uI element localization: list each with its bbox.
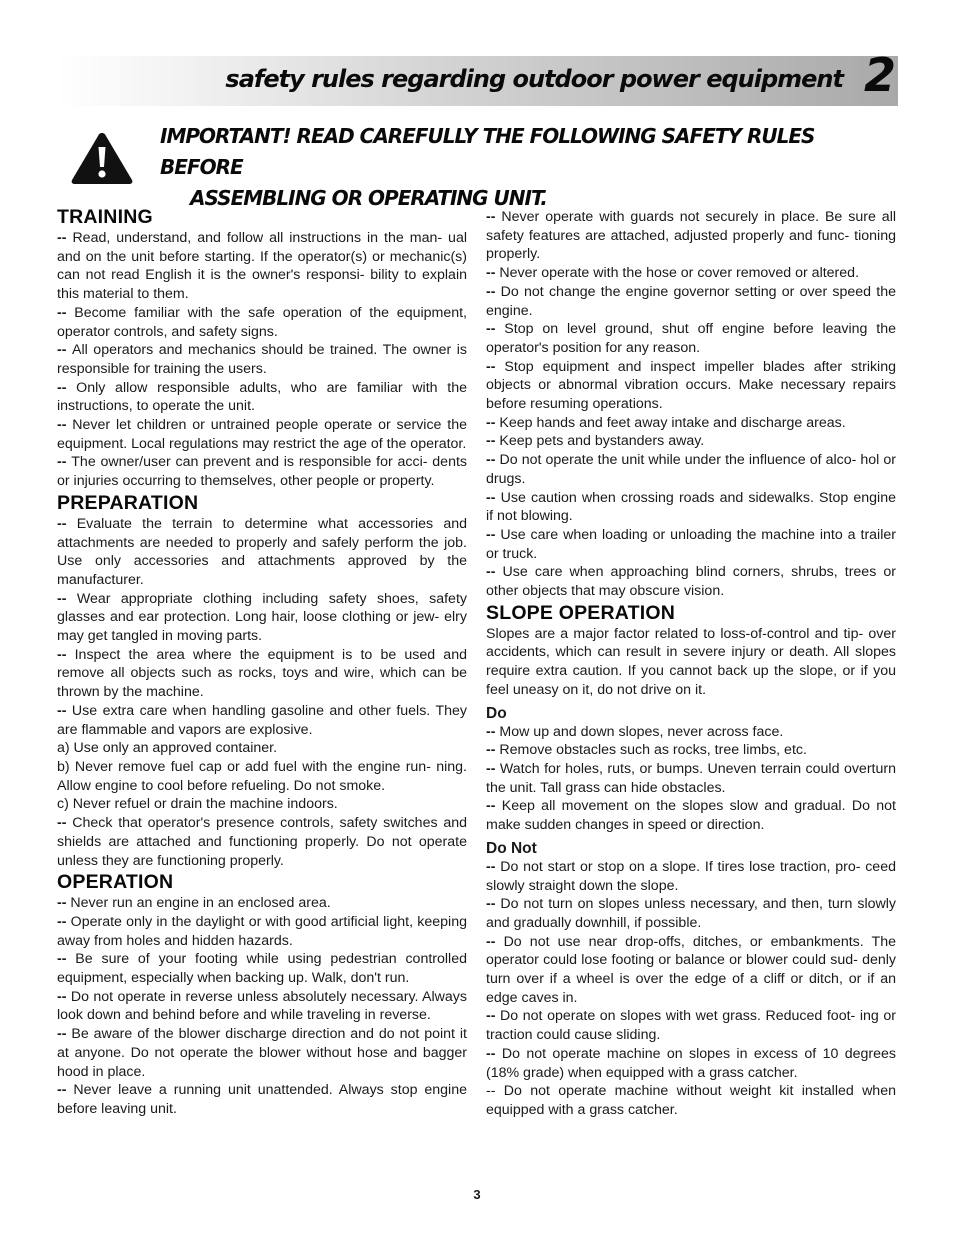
left-column <box>57 205 467 1119</box>
header-bar <box>58 48 898 106</box>
important-notice <box>160 121 880 214</box>
list-item: -- Stop on level ground, shut off engine before leaving the operator's position for any reason. <box>486 321 896 356</box>
list-item: -- Be aware of the blower discharge direction and do not point it at anyone. Do not operate the blower without hose and bagger hood in place. <box>57 1026 467 1080</box>
list-item: -- Be sure of your footing while using pedestrian controlled equipment, especially when backing up. Walk, don't run. <box>57 951 467 987</box>
fuel-step: b) Never remove fuel cap or add fuel with the engine run- ning. Allow engine to cool before refueling. Do not smoke. <box>57 758 467 794</box>
list-item: -- Never let children or untrained people operate or service the equipment. Local regulations may restrict the age of the operator. <box>57 417 467 452</box>
important-line-2: ASSEMBLING OR OPERATING UNIT. <box>190 186 547 210</box>
list-item: -- Evaluate the terrain to determine what accessories and attachments are needed to properly and safely perform the job. Use only accessories and attachments approved by the manufacturer. <box>57 515 467 588</box>
list-item: -- Use care when approaching blind corners, shrubs, trees or other objects that may obscure vision. <box>486 564 896 600</box>
do-heading: Do <box>486 704 507 722</box>
list-item: -- Never operate with the hose or cover removed or altered. <box>486 265 860 282</box>
chapter-number: 2 <box>863 48 896 102</box>
list-item: -- Only allow responsible adults, who are familiar with the instructions, to operate the unit. <box>57 379 467 415</box>
list-item: -- The owner/user can prevent and is responsible for acci- dents or injuries occurring to themselves, other people or property. <box>57 454 467 490</box>
list-item: -- Do not operate on slopes with wet grass. Reduced foot- ing or traction could cause sliding. <box>486 1008 896 1044</box>
list-item: -- Do not operate machine on slopes in excess of 10 degrees (18% grade) when equipped with a grass catcher. <box>486 1045 896 1081</box>
operation-heading: OPERATION <box>57 871 174 894</box>
training-heading: TRAINING <box>57 206 153 228</box>
list-item: -- Use caution when crossing roads and sidewalks. Stop engine if not blowing. <box>486 489 896 525</box>
list-item: -- Do not operate in reverse unless absolutely necessary. Always look down and behind before and while traveling in reverse. <box>57 988 467 1024</box>
fuel-step: a) Use only an approved container. <box>57 740 278 757</box>
list-item: -- Do not operate the unit while under the influence of alco- hol or drugs. <box>486 452 896 487</box>
do-not-heading: Do Not <box>486 839 537 857</box>
list-item: -- Never operate with guards not securely in place. Be sure all safety features are attached, adjusted properly and func- tioning properly. <box>486 209 896 263</box>
list-item: -- Do not use near drop-offs, ditches, or embankments. The operator could lose footing or balance or blower could sud- denly turn over if a wheel is over the edge of a cliff or ditch, or if an edge caves in. <box>486 933 896 1006</box>
list-item: -- All operators and mechanics should be trained. The owner is responsible for training the users. <box>57 342 467 377</box>
page-number: 3 <box>473 1187 481 1202</box>
list-item: -- Become familiar with the safe operation of the equipment, operator controls, and safety signs. <box>57 304 467 340</box>
list-item: -- Do not turn on slopes unless necessary, and then, turn slowly and gradually downhill, if possible. <box>486 896 896 931</box>
right-column <box>486 208 896 1120</box>
list-item: -- Operate only in the daylight or with good artificial light, keeping away from holes and hidden hazards. <box>57 913 467 949</box>
list-item: -- Read, understand, and follow all instructions in the man- ual and on the unit before starting. If the operator(s) or mechanic(s) can not read English it is the owner's responsi- bility to explain this material to them. <box>57 230 467 303</box>
important-line-1: IMPORTANT! READ CAREFULLY THE FOLLOWING SAFETY RULES BEFORE <box>160 124 815 179</box>
section-title: safety rules regarding outdoor power equipment <box>225 65 843 93</box>
list-item: -- Never leave a running unit unattended. Always stop engine before leaving unit. <box>57 1082 467 1117</box>
list-item: -- Do not operate machine without weight kit installed when equipped with a grass catcher. <box>486 1083 896 1118</box>
list-item: -- Do not change the engine governor setting or over speed the engine. <box>486 283 896 319</box>
slope-operation-heading: SLOPE OPERATION <box>486 601 675 624</box>
warning-triangle-icon <box>70 130 134 186</box>
list-item: -- Inspect the area where the equipment is to be used and remove all objects such as rocks, toys and wire, which can be thrown by the machine. <box>57 646 467 701</box>
preparation-heading: PREPARATION <box>57 491 199 514</box>
list-item: -- Stop equipment and inspect impeller blades after striking objects or abnormal vibration occurs. Make necessary repairs before resuming operations. <box>486 358 896 413</box>
list-item: -- Keep hands and feet away intake and discharge areas. <box>486 414 846 431</box>
list-item: -- Check that operator's presence controls, safety switches and shields are attached and functioning properly. Do not operate unless they are functioning properly. <box>57 815 467 869</box>
list-item: -- Mow up and down slopes, never across face. <box>486 723 784 740</box>
list-item: -- Do not start or stop on a slope. If tires lose traction, pro- ceed slowly straight down the slope. <box>486 858 896 894</box>
list-item: -- Keep all movement on the slopes slow and gradual. Do not make sudden changes in speed or direction. <box>486 798 896 834</box>
list-item: -- Keep pets and bystanders away. <box>486 433 705 450</box>
list-item: -- Never run an engine in an enclosed area. <box>57 895 331 912</box>
fuel-step: c) Never refuel or drain the machine indoors. <box>57 796 338 813</box>
list-item: -- Use extra care when handling gasoline and other fuels. They are flammable and vapors are explosive. <box>57 702 467 738</box>
list-item: -- Wear appropriate clothing including safety shoes, safety glasses and ear protection. Long hair, loose clothing or jew- elry may get tangled in moving parts. <box>57 590 467 645</box>
list-item: -- Watch for holes, ruts, or bumps. Uneven terrain could overturn the unit. Tall grass can hide obstacles. <box>486 760 896 796</box>
list-item: -- Remove obstacles such as rocks, tree limbs, etc. <box>486 742 807 759</box>
slope-intro: Slopes are a major factor related to loss-of-control and tip- over accidents, which can result in severe injury or death. All slopes require extra caution. If you cannot back up the slope, or if you feel uneasy on it, do not drive on it. <box>486 625 896 698</box>
list-item: -- Use care when loading or unloading the machine into a trailer or truck. <box>486 526 896 562</box>
